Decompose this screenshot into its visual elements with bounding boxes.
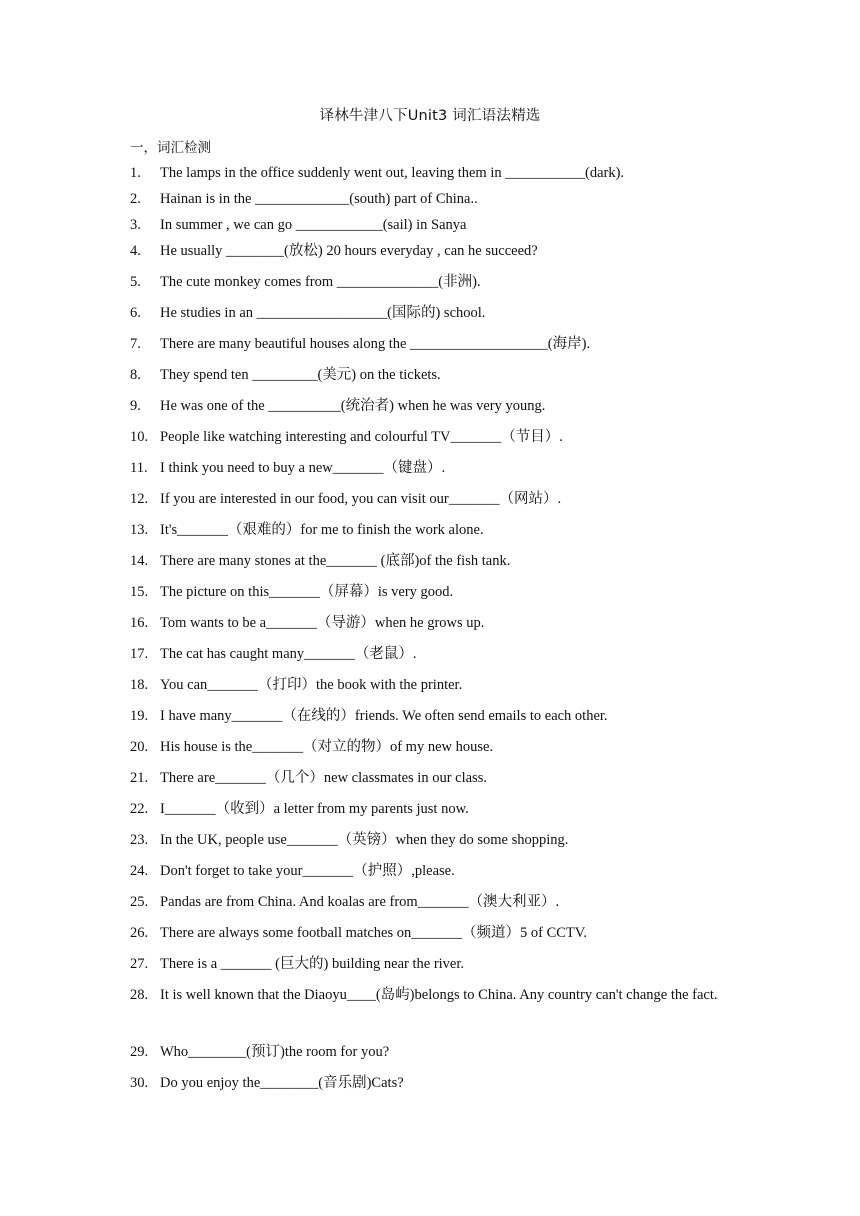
item-number: 5. — [130, 274, 141, 290]
item-number: 17. — [130, 646, 149, 662]
exercise-item — [0, 986, 860, 1043]
item-number: 26. — [130, 925, 149, 941]
item-text: There are many beautiful houses along the ___________________(海岸). — [160, 336, 591, 352]
item-number: 7. — [130, 336, 141, 352]
exercise-item — [0, 707, 860, 738]
exercise-item — [0, 397, 860, 428]
item-number: 8. — [130, 367, 141, 383]
exercise-item — [0, 769, 860, 800]
exercise-item — [0, 614, 860, 645]
item-text: The picture on this_______（屏幕）is very good. — [160, 584, 454, 600]
item-number: 4. — [130, 243, 141, 259]
exercise-item — [0, 738, 860, 769]
exercise-item — [0, 645, 860, 676]
item-number: 2. — [130, 191, 141, 207]
exercise-item — [0, 800, 860, 831]
item-number: 12. — [130, 491, 149, 507]
exercise-item — [0, 304, 860, 335]
exercise-item — [0, 335, 860, 366]
item-text: I think you need to buy a new_______（键盘）. — [160, 460, 446, 476]
item-text: I have many_______（在线的）friends. We often send emails to each other. — [160, 708, 608, 724]
item-text: There are many stones at the_______ (底部)of the fish tank. — [160, 553, 511, 569]
exercise-item — [0, 366, 860, 397]
item-number: 11. — [130, 460, 148, 476]
exercise-item — [0, 273, 860, 304]
exercise-item — [0, 490, 860, 521]
item-number: 3. — [130, 217, 141, 233]
item-number: 25. — [130, 894, 149, 910]
item-text: They spend ten _________(美元) on the tickets. — [160, 367, 441, 383]
item-text: The lamps in the office suddenly went out, leaving them in ___________(dark). — [160, 165, 625, 181]
item-number: 23. — [130, 832, 149, 848]
exercise-item — [0, 216, 860, 242]
item-number: 6. — [130, 305, 141, 321]
item-number: 22. — [130, 801, 149, 817]
item-number: 10. — [130, 429, 149, 445]
item-text: Do you enjoy the________(音乐剧)Cats? — [160, 1075, 404, 1091]
item-text: You can_______（打印）the book with the printer. — [160, 677, 463, 693]
item-text: People like watching interesting and colourful TV_______（节目）. — [160, 429, 563, 445]
exercise-item — [0, 428, 860, 459]
item-text: He usually ________(放松) 20 hours everyday , can he succeed? — [160, 243, 538, 259]
item-text: It is well known that the Diaoyu____(岛屿)belongs to China. Any country can't change the fact. — [160, 987, 718, 1003]
item-text: If you are interested in our food, you can visit our_______（网站）. — [160, 491, 562, 507]
exercise-item — [0, 676, 860, 707]
item-number: 1. — [130, 165, 141, 181]
exercise-item — [0, 459, 860, 490]
item-number: 20. — [130, 739, 149, 755]
item-text: There are_______（几个）new classmates in our class. — [160, 770, 487, 786]
item-number: 30. — [130, 1075, 149, 1091]
exercise-item — [0, 831, 860, 862]
item-number: 9. — [130, 398, 141, 414]
item-number: 19. — [130, 708, 149, 724]
exercise-item — [0, 1074, 860, 1105]
exercise-item — [0, 552, 860, 583]
item-number: 29. — [130, 1044, 149, 1060]
exercise-item — [0, 1043, 860, 1074]
exercise-item — [0, 242, 860, 273]
exercise-item — [0, 521, 860, 552]
exercise-item — [0, 924, 860, 955]
item-text: There are always some football matches on_______（频道）5 of CCTV. — [160, 925, 587, 941]
item-text: In the UK, people use_______（英镑）when they do some shopping. — [160, 832, 569, 848]
exercise-item — [0, 583, 860, 614]
exercise-item — [0, 190, 860, 216]
item-number: 15. — [130, 584, 149, 600]
item-text: It's_______（艰难的）for me to finish the work alone. — [160, 522, 484, 538]
exercise-item — [0, 862, 860, 893]
item-number: 14. — [130, 553, 149, 569]
item-text: Hainan is in the _____________(south) part of China.. — [160, 191, 478, 207]
item-number: 16. — [130, 615, 149, 631]
item-text: In summer , we can go ____________(sail) in Sanya — [160, 217, 467, 233]
item-text: Who________(预订)the room for you? — [160, 1044, 390, 1060]
item-number: 21. — [130, 770, 149, 786]
item-text: His house is the_______（对立的物）of my new house. — [160, 739, 494, 755]
item-text: The cute monkey comes from ______________(非洲). — [160, 274, 481, 290]
item-number: 18. — [130, 677, 149, 693]
item-text: There is a _______ (巨大的) building near the river. — [160, 956, 465, 972]
item-number: 28. — [130, 987, 149, 1003]
item-text: I_______（收到）a letter from my parents just now. — [160, 801, 469, 817]
item-text: He studies in an __________________(国际的) school. — [160, 305, 486, 321]
item-number: 13. — [130, 522, 149, 538]
document-title: 译林牛津八下Unit3 词汇语法精选 — [319, 108, 541, 124]
item-number: 24. — [130, 863, 149, 879]
exercise-item — [0, 893, 860, 924]
item-text: The cat has caught many_______（老鼠）. — [160, 646, 417, 662]
item-text: He was one of the __________(统治者) when he was very young. — [160, 398, 546, 414]
exercise-list — [0, 164, 860, 1105]
section-heading: 一，词汇检测 — [130, 140, 211, 156]
item-text: Tom wants to be a_______（导游）when he grows up. — [160, 615, 485, 631]
item-text: Pandas are from China. And koalas are from_______（澳大利亚）. — [160, 894, 560, 910]
item-text: Don't forget to take your_______（护照）,please. — [160, 863, 455, 879]
item-number: 27. — [130, 956, 149, 972]
exercise-item — [0, 164, 860, 190]
